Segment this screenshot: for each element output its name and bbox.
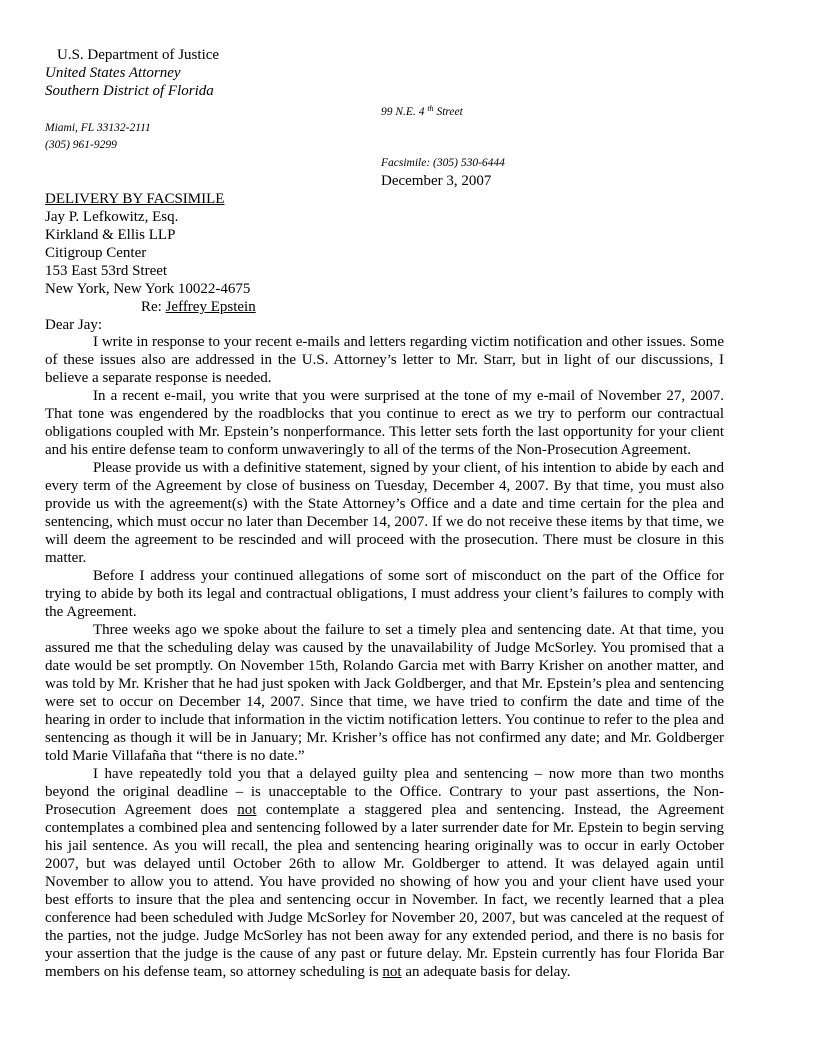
office-facsimile: Facsimile: (305) 530-6444 [381, 157, 505, 169]
office-city: Miami, FL 33132-2111 [45, 122, 151, 134]
emphasis-not-2: not [382, 964, 402, 980]
recipient-street: 153 East 53rd Street [45, 263, 168, 279]
delivery-method: DELIVERY BY FACSIMILE [45, 191, 225, 207]
letter-body [45, 333, 724, 981]
office-street-address: 99 N.E. 4 $^{th}$ Street [381, 104, 463, 118]
emphasis-not: not [237, 802, 257, 818]
letter-date: December 3, 2007 [381, 173, 492, 189]
re-subject: Jeffrey Epstein [165, 299, 256, 315]
salutation: Dear Jay: [45, 317, 103, 333]
recipient-firm: Kirkland & Ellis LLP [45, 227, 176, 243]
recipient-city: New York, New York 10022-4675 [45, 281, 251, 297]
paragraph-1: I write in response to your recent e-mails and letters regarding victim notification and other issues. Some of these issues also are addressed in the U.S. Attorney’s letter to Mr. Starr, but in light of our discussions, I believe a separate response is needed. [45, 334, 724, 386]
office-name: United States Attorney [45, 65, 181, 81]
paragraph-6: I have repeatedly told you that a delayed guilty plea and sentencing – now more than two months beyond the original deadline – is unacceptable to the Office. Contrary to your past assertions, the Non-Prosecution Agreement does not contemplate a staggered plea and sentencing. Instead, the Agreement contemplates a combined plea and sentencing followed by a later surrender date for Mr. Epstein to begin serving his jail sentence. As you will recall, the plea and sentencing hearing originally was to occur in early October 2007, but was delayed until October 26th to allow Mr. Goldberger to attend. It was delayed again until November to allow you to attend. You have provided no showing of how you and your client have used your best efforts to insure that the plea and sentencing occur in November. In fact, we recently learned that a plea conference had been scheduled with Judge McSorley for November 20, 2007, but was canceled at the request of the parties, not the judge. Judge McSorley has not been away for any extended period, and there is no basis for your assertion that the judge is the cause of any past or future delay. Mr. Epstein currently has four Florida Bar members on his defense team, so attorney scheduling is not an adequate basis for delay. [45, 766, 724, 980]
office-phone: (305) 961-9299 [45, 139, 117, 151]
paragraph-5: Three weeks ago we spoke about the failure to set a timely plea and sentencing date. At that time, you assured me that the scheduling delay was caused by the unavailability of Judge McSorley. You promised that a date would be set promptly. On November 15th, Rolando Garcia met with Barry Krisher on another matter, and was told by Mr. Krisher that he had just spoken with Jack Goldberger, and that Mr. Epstein’s plea and sentencing were set to occur on December 14, 2007. Since that time, we have tried to confirm the date and time of the hearing in order to include that information in the victim notification letters. You continue to refer to the plea and sentencing as though it will be in January; Mr. Krisher’s office has not confirmed any date; and Mr. Goldberger told Marie Villafaña that “there is no date.” [45, 622, 724, 764]
paragraph-2: In a recent e-mail, you write that you were surprised at the tone of my e-mail of November 27, 2007. That tone was engendered by the roadblocks that you continue to erect as we try to perform our contractual obligations coupled with Mr. Epstein’s nonperformance. This letter sets forth the last opportunity for your client and his entire defense team to conform unwaveringly to all of the terms of the Non-Prosecution Agreement. [45, 388, 724, 458]
department-name: U.S. Department of Justice [57, 47, 220, 63]
district-name: Southern District of Florida [45, 83, 214, 99]
recipient-building: Citigroup Center [45, 245, 147, 261]
re-label: Re: [141, 299, 162, 315]
re-line [141, 298, 256, 316]
recipient-name: Jay P. Lefkowitz, Esq. [45, 209, 179, 225]
paragraph-4: Before I address your continued allegations of some sort of misconduct on the part of the Office for trying to abide by both its legal and contractual obligations, I must address your client’s failures to comply with the Agreement. [45, 568, 724, 620]
paragraph-3: Please provide us with a definitive statement, signed by your client, of his intention to abide by each and every term of the Agreement by close of business on Tuesday, December 4, 2007. By that time, you must also provide us with the agreement(s) with the State Attorney’s Office and a date and time certain for the plea and sentencing, which must occur no later than December 14, 2007. If we do not receive these items by that time, we will deem the agreement to be rescinded and will proceed with the prosecution. There must be closure in this matter. [45, 460, 724, 566]
